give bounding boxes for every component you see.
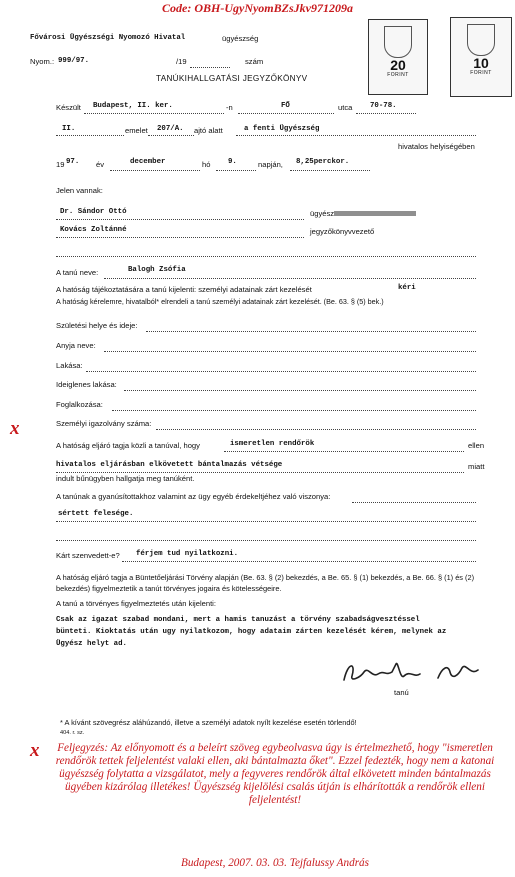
year-dots	[190, 59, 230, 68]
ho-label: hó	[202, 160, 211, 169]
helyiseg-label: hivatalos helyiségében	[398, 142, 475, 151]
notice-line-1-suffix: ellen	[468, 441, 485, 450]
stamp-value: 20	[390, 57, 406, 73]
info-line-2: A hatóság kérelemre, hivatalból* elrendeli a tanú személyi adatainak zárt kezelését. (Be. 63. § (5) bek.)	[56, 297, 384, 306]
number-typed: 70-78.	[370, 102, 397, 110]
field-id-number: Személyi igazolvány száma:	[56, 419, 152, 428]
annotation-x-mark: x	[10, 418, 20, 439]
duty-stamp-10	[450, 17, 512, 97]
dots	[352, 494, 476, 503]
notice-line-3: indult bűnügyben hallgatja meg tanúként.	[56, 474, 195, 483]
office-typed: Fővárosi Ügyészségi Nyomozó Hivatal	[30, 34, 186, 42]
witness-signature	[338, 658, 488, 688]
footnote-text: * A kívánt szövegrész aláhúzandó, illetve a személyi adatok nyílt kezelése esetén törlendő!	[60, 718, 357, 727]
room-typed: 207/A.	[157, 125, 184, 133]
notice-line-1-typed: ismeretlen rendőrök	[230, 440, 315, 448]
ajto-label: ajtó alatt	[194, 126, 223, 135]
info-typed: kéri	[398, 284, 416, 292]
annotation-x-mark-2: x	[30, 740, 40, 761]
keszult-label: Készült	[56, 103, 81, 112]
dots	[156, 421, 476, 430]
field-temp-address: Ideiglenes lakása:	[56, 380, 117, 389]
nyom-value: 999/97.	[58, 57, 90, 65]
field-birth: Születési helye és ideje:	[56, 321, 138, 330]
field-occupation: Foglalkozása:	[56, 400, 103, 409]
stamp-currency: FORINT	[387, 72, 409, 78]
form-number: 404. r. sz.	[60, 730, 85, 736]
n-suffix: -n	[226, 103, 233, 112]
document-code: Code: OBH-UgyNyomBZsJkv971209a	[162, 1, 353, 15]
notice-line-2-suffix: miatt	[468, 462, 485, 471]
prosecutor-typed: Dr. Sándor Ottó	[60, 208, 127, 216]
field-mother: Anyja neve:	[56, 341, 96, 350]
jelen-label: Jelen vannak:	[56, 186, 103, 195]
witness-name-label: A tanú neve:	[56, 268, 99, 277]
utca-label: utca	[338, 103, 353, 112]
dots	[104, 343, 476, 352]
field-address: Lakása:	[56, 361, 83, 370]
duty-stamp-20	[368, 19, 428, 95]
witness-name-typed: Balogh Zsófia	[128, 266, 186, 274]
year-slot: /19	[176, 57, 187, 66]
recorder-typed: Kovács Zoltánné	[60, 226, 127, 234]
relation-typed: sértett felesége.	[58, 510, 134, 518]
szam-label: szám	[245, 57, 264, 66]
relation-label: A tanúnak a gyanúsítottakhoz valamint az ügy egyéb érdekeltjéhez való viszonya:	[56, 492, 331, 501]
dots	[124, 382, 476, 391]
statement-typed: Csak az igazat szabad mondani, mert a hamis tanuzást a törvény szabadságvesztéssel bünteti. Kioktatás után ugy nyilatkozom, hogy adataim zárten kezelését kérem, melynek az Ügyész helyt ad.	[56, 616, 447, 648]
month-typed: december	[130, 158, 166, 166]
dots	[112, 402, 476, 411]
year-typed: 97.	[66, 158, 80, 166]
stamp-currency: FORINT	[470, 70, 492, 76]
dots	[86, 363, 476, 372]
damage-label: Kárt szenvedett-e?	[56, 551, 120, 560]
damage-typed: férjem tud nyilatkozni.	[136, 550, 239, 558]
day-typed: 9.	[228, 158, 237, 166]
dots	[56, 532, 476, 541]
warning-text: A hatóság eljáró tagja a Büntetőeljárási Törvény alapján (Be. 63. § (2) bekezdés, a Be. 65. § (1) bekezdés, a Be. 66. § (1) és (2) bekezdés) figyelmeztetik a tanút törvényes jogaira és kötelességeire.	[56, 573, 475, 593]
notice-line-1: A hatóság eljáró tagja közli a tanúval, hogy	[56, 441, 200, 450]
info-line: A hatóság tájékoztatására a tanú kijelenti: személyi adatainak zárt kezelését	[56, 285, 312, 294]
annotation-note: Feljegyzés: Az előnyomott és a beleírt szöveg egybeolvasva úgy is értelmezhető, hogy "ismeretlen rendőrök tettek feljelentést valaki ellen, aki bántalmazta őket". Ezzel fedezték, hogy nem a katonai ügyészség folytatta a vizsgálatot, mely a fegyveres rendőrök által elkövetett minden bántalmazás ügyében kizárólag illetékes! Ügyészség kijelölési csalás útján is elhárították a rendőrök elleni feljelentést!	[55, 742, 495, 806]
annotation-signoff: Budapest, 2007. 03. 03. Tejfalussy András	[180, 857, 370, 869]
struck-out-text	[334, 211, 416, 216]
nyom-label: Nyom.:	[30, 57, 55, 66]
document-title: TANÚKIHALLGATÁSI JEGYZŐKÖNYV	[156, 74, 308, 83]
floor-typed: II.	[62, 125, 76, 133]
recorder-role: jegyzőkönyvvezető	[310, 227, 375, 236]
year-prefix: 19	[56, 160, 65, 169]
napjan-label: napján,	[258, 160, 283, 169]
time-typed: 8,25perckor.	[296, 158, 350, 166]
dots	[146, 323, 476, 332]
office-place-typed: a fenti Ügyészség	[244, 125, 320, 133]
city-typed: Budapest, II. ker.	[93, 102, 173, 110]
signature-label: tanú	[394, 688, 409, 697]
street-typed: FŐ	[281, 102, 290, 110]
coat-of-arms-icon	[467, 24, 495, 56]
warning-after: A tanú a törvényes figyelmeztetés után kijelenti:	[56, 599, 216, 608]
ev-label: év	[96, 160, 105, 169]
prosecutor-role: ügyész	[310, 209, 335, 218]
office-suffix: ügyészség	[222, 34, 259, 43]
dots	[56, 248, 476, 257]
notice-line-2-typed: hivatalos eljárásban elkövetett bántalmazás vétsége	[56, 461, 283, 469]
coat-of-arms-icon	[384, 26, 412, 58]
stamp-value: 10	[473, 55, 489, 71]
emelet-label: emelet	[125, 126, 148, 135]
